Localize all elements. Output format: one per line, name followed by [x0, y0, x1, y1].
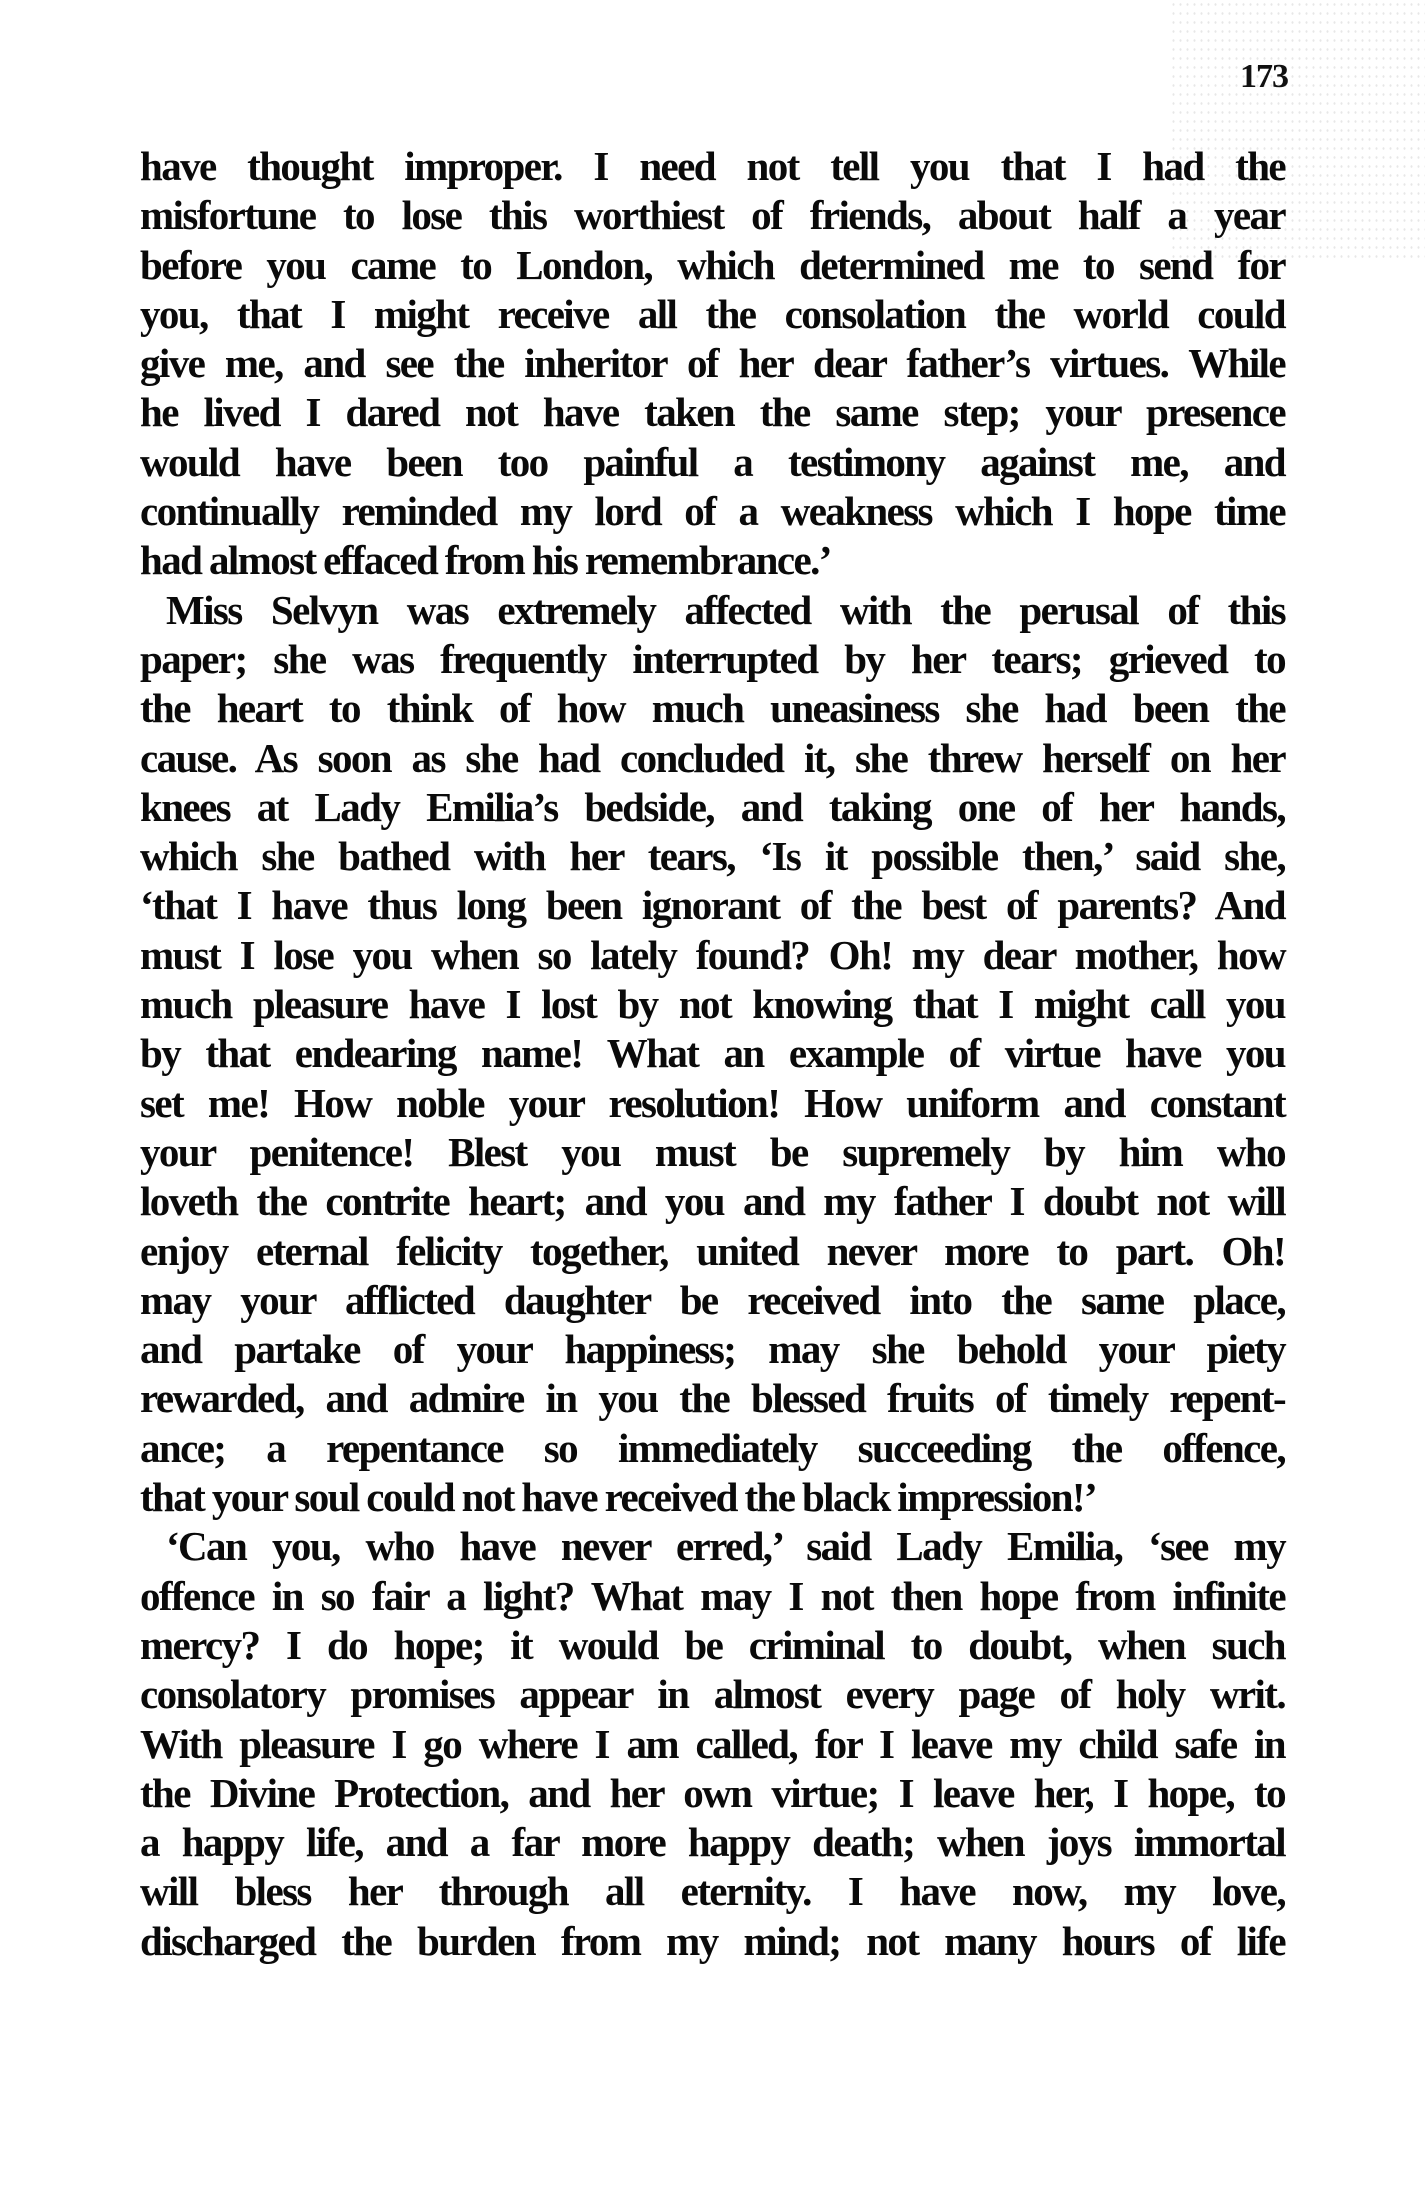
text-line — [140, 1522, 1285, 1571]
text-line — [140, 1867, 1285, 1916]
text-line-content: had almost effaced from his remembrance.’ — [140, 537, 831, 584]
text-line — [140, 438, 1285, 487]
text-line-content: offence in so fair a light? What may I not then hope from infinite — [140, 1572, 1285, 1619]
text-line-content: Miss Selvyn was extremely affected with the perusal of this — [166, 586, 1285, 633]
text-line-content: enjoy eternal felicity together, united never more to part. Oh! — [140, 1227, 1285, 1274]
text-line — [140, 290, 1285, 339]
text-line — [140, 142, 1285, 191]
text-line-content: much pleasure have I lost by not knowing that I might call you — [140, 981, 1285, 1028]
text-line — [140, 734, 1285, 783]
text-line-content: may your afflicted daughter be received into the same place, — [140, 1276, 1285, 1323]
paragraph — [140, 1522, 1285, 1966]
page-number: 173 — [1240, 58, 1288, 95]
text-line — [140, 1818, 1285, 1867]
text-line — [140, 1177, 1285, 1226]
text-line — [140, 388, 1285, 437]
text-line — [140, 1917, 1285, 1966]
text-line-content: and partake of your happiness; may she behold your piety — [140, 1326, 1285, 1373]
text-line-content: the heart to think of how much uneasiness she had been the — [140, 685, 1285, 732]
text-line — [140, 586, 1285, 635]
text-line-content: knees at Lady Emilia’s bedside, and taking one of her hands, — [140, 783, 1285, 830]
text-line-content: that your soul could not have received the black impression!’ — [140, 1474, 1097, 1521]
text-line — [140, 1670, 1285, 1719]
text-line-content: continually reminded my lord of a weakness which I hope time — [140, 488, 1285, 535]
text-line-content: he lived I dared not have taken the same step; your presence — [140, 389, 1285, 436]
text-line-content: mercy? I do hope; it would be criminal to doubt, when such — [140, 1621, 1285, 1668]
text-line — [140, 1769, 1285, 1818]
text-line — [140, 832, 1285, 881]
text-line — [140, 1572, 1285, 1621]
text-line — [140, 1227, 1285, 1276]
text-line-content: would have been too painful a testimony against me, and — [140, 438, 1285, 485]
text-line-content: consolatory promises appear in almost every page of holy writ. — [140, 1671, 1285, 1718]
text-line-content: set me! How noble your resolution! How uniform and constant — [140, 1079, 1285, 1126]
text-line-content: misfortune to lose this worthiest of friends, about half a year — [140, 192, 1285, 239]
text-line-content: your penitence! Blest you must be supremely by him who — [140, 1128, 1285, 1175]
text-line — [140, 1079, 1285, 1128]
text-line-content: ‘that I have thus long been ignorant of the best of parents? And — [140, 882, 1285, 929]
text-line — [140, 684, 1285, 733]
text-line — [140, 241, 1285, 290]
page-body — [140, 142, 1285, 1966]
text-line-content: a happy life, and a far more happy death; when joys immortal — [140, 1819, 1285, 1866]
text-line — [140, 980, 1285, 1029]
text-line — [140, 191, 1285, 240]
text-line — [140, 1621, 1285, 1670]
text-line-content: which she bathed with her tears, ‘Is it possible then,’ said she, — [140, 833, 1285, 880]
text-line — [140, 635, 1285, 684]
text-line — [140, 1424, 1285, 1473]
text-line-content: before you came to London, which determined me to send for — [140, 241, 1285, 288]
paragraph — [140, 586, 1285, 1523]
text-line — [140, 487, 1285, 536]
text-line — [140, 1720, 1285, 1769]
text-line — [140, 931, 1285, 980]
text-line — [140, 1128, 1285, 1177]
text-line-content: will bless her through all eternity. I have now, my love, — [140, 1868, 1285, 1915]
text-line — [140, 536, 1285, 585]
text-line-content: the Divine Protection, and her own virtue; I leave her, I hope, to — [140, 1769, 1285, 1816]
text-line-content: you, that I might receive all the consolation the world could — [140, 290, 1285, 337]
text-line — [140, 881, 1285, 930]
text-line-content: have thought improper. I need not tell you that I had the — [140, 143, 1285, 189]
text-line-content: must I lose you when so lately found? Oh! my dear mother, how — [140, 931, 1285, 978]
text-line-content: by that endearing name! What an example of virtue have you — [140, 1030, 1285, 1077]
text-line — [140, 339, 1285, 388]
text-line — [140, 1325, 1285, 1374]
text-line-content: discharged the burden from my mind; not many hours of life — [140, 1917, 1285, 1964]
text-line-content: With pleasure I go where I am called, for I leave my child safe in — [140, 1720, 1285, 1767]
text-line-content: cause. As soon as she had concluded it, she threw herself on her — [140, 734, 1285, 781]
text-line — [140, 1276, 1285, 1325]
text-line — [140, 783, 1285, 832]
text-line — [140, 1473, 1285, 1522]
text-line — [140, 1029, 1285, 1078]
paragraph — [140, 142, 1285, 586]
text-line-content: give me, and see the inheritor of her dear father’s virtues. While — [140, 340, 1285, 387]
text-line-content: rewarded, and admire in you the blessed fruits of timely repent- — [140, 1375, 1285, 1422]
text-line-content: ance; a repentance so immediately succeeding the offence, — [140, 1424, 1285, 1471]
text-line — [140, 1374, 1285, 1423]
text-line-content: ‘Can you, who have never erred,’ said Lady Emilia, ‘see my — [166, 1523, 1285, 1570]
text-line-content: paper; she was frequently interrupted by her tears; grieved to — [140, 635, 1285, 682]
text-line-content: loveth the contrite heart; and you and my father I doubt not will — [140, 1178, 1285, 1225]
